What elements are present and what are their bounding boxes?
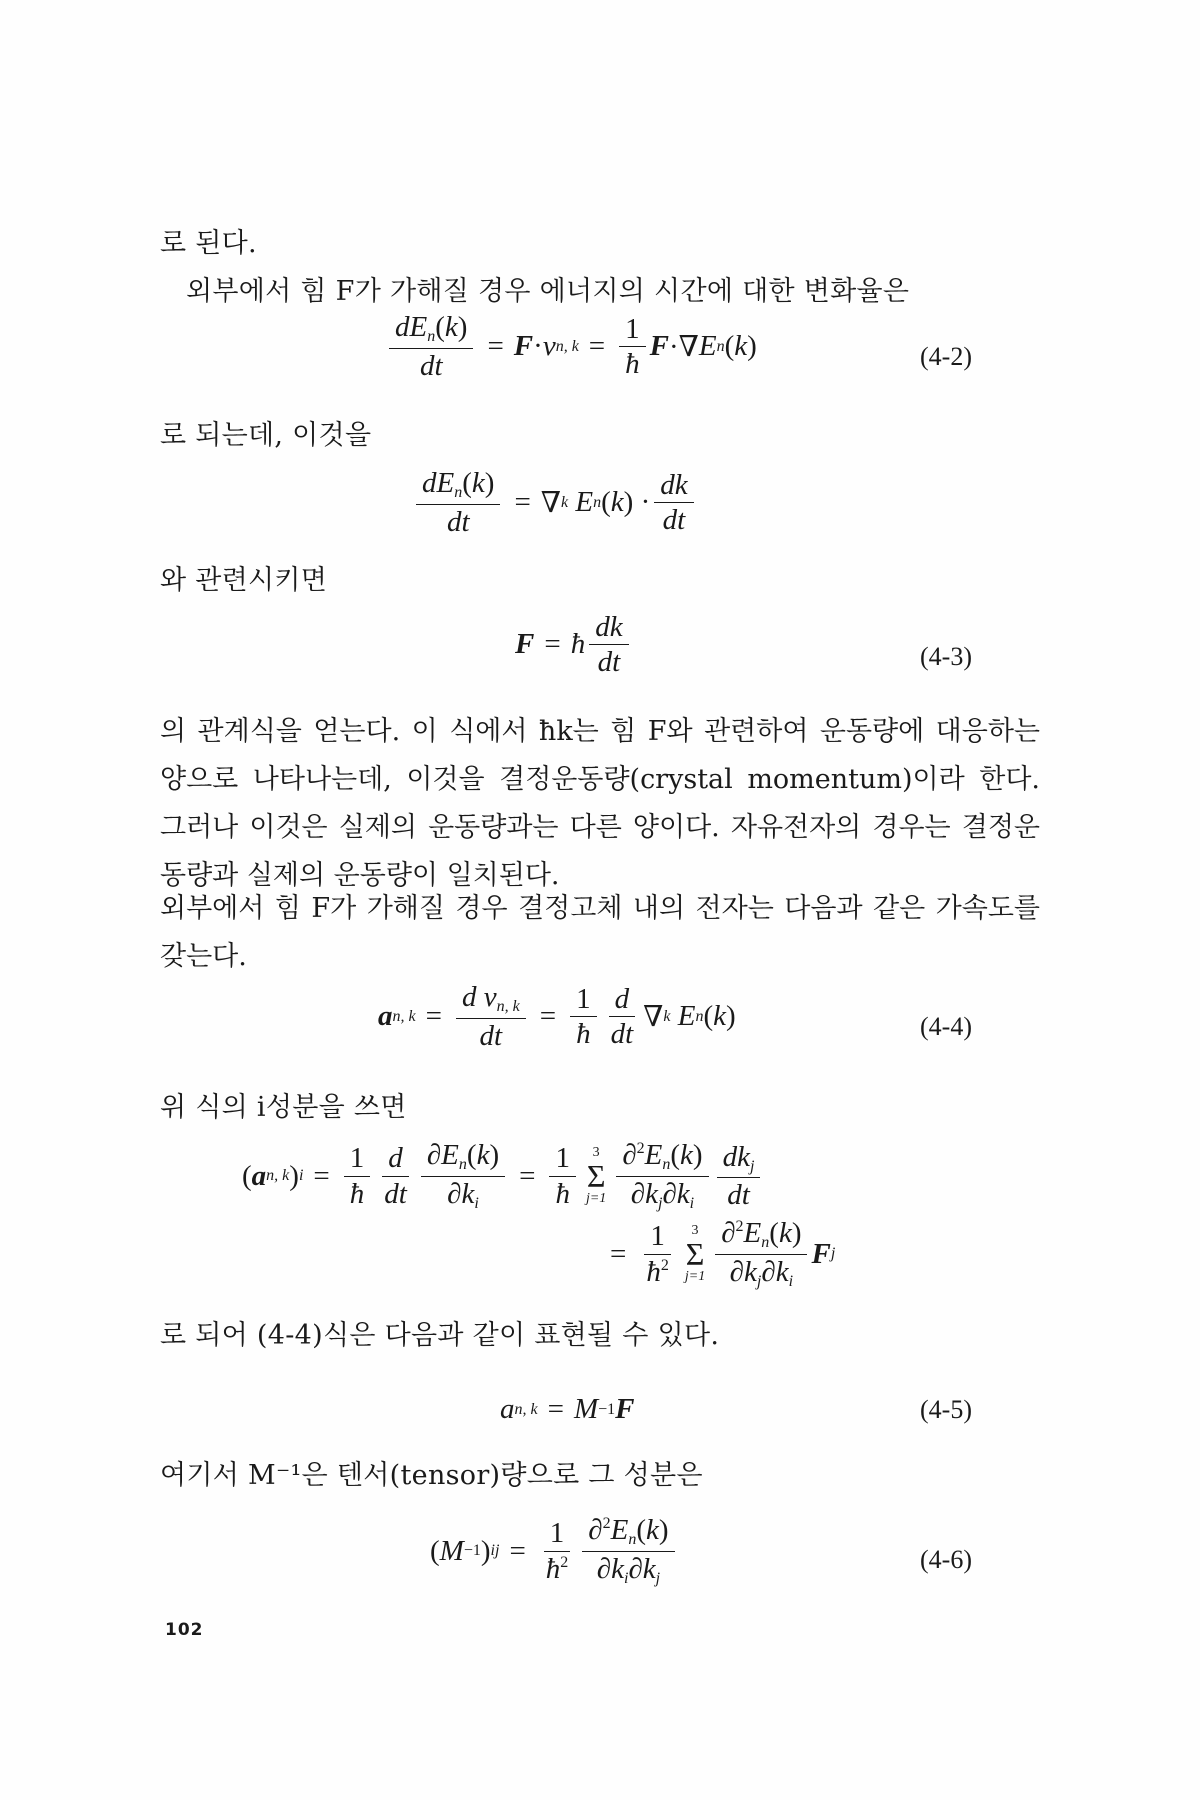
text-line-3: 로 되는데, 이것을 <box>160 420 372 451</box>
equation-4-6: ( M −1 ) ij = $\frac{1}{ħ^2}$ $\frac{\partial^2E_n(k)}{\partial k_i\partial k_j}$ <box>430 1515 679 1588</box>
text-line-5: 위 식의 i성분을 쓰면 <box>160 1092 407 1123</box>
equation-4-3: F = ħ $\frac{dk}{dt}$ <box>515 612 633 678</box>
text-line-7: 여기서 M⁻¹은 텐서(tensor)량으로 그 성분은 <box>160 1460 703 1491</box>
text-line-6: 로 되어 (4-4)식은 다음과 같이 표현될 수 있다. <box>160 1320 720 1351</box>
paragraph-acceleration: 외부에서 힘 F가 가해질 경우 결정고체 내의 전자는 다음과 같은 가속도를 갖는다. <box>160 893 1040 972</box>
paragraph-crystal-momentum: 의 관계식을 얻는다. 이 식에서 ħk는 힘 F와 관련하여 운동량에 대응하는 양으로 나타나는데, 이것을 결정운동량(crystal momentum)이라 한다. 그러나 이것은 실제의 운동량과는 다른 양이다. 자유전자의 경우는 결정운동량과 실제의 운동량이 일치된다. <box>160 716 1040 891</box>
equation-number-4-6: (4-6) <box>920 1545 972 1574</box>
text-line-1: 로 된다. <box>160 228 257 259</box>
equation-4-2: $\frac{dE_n(k)}{dt}$ = F · v n, k = $\frac{1}{ħ}$ F ·∇ E n ( k ) <box>385 312 757 381</box>
text-line-4: 와 관련시키면 <box>160 565 328 596</box>
equation-4-4: a n, k = $\frac{d v_{n, k}}{dt}$ = $\frac{1}{ħ}$ $\frac{d}{dt}$ ∇ k E n ( k ) <box>378 981 736 1052</box>
equation-number-4-2: (4-2) <box>920 342 972 371</box>
equation-4-5: a n, k = M −1 F <box>500 1393 635 1425</box>
equation-component-line-1: ( a n, k ) i = $\frac{1}{ħ}$ $\frac{d}{dt}$ $\frac{\partial E_n(k)}{\partial k_i}$ = $\frac{1}{ħ}$ 3 Σ j=1 $\frac{\partial^2E_n(k)}{\partial k_j\partial k_i}$ $\frac{dk_j}{dt}$ <box>242 1140 764 1213</box>
equation-number-4-5: (4-5) <box>920 1395 972 1424</box>
equation-component-line-2: = $\frac{1}{ħ^2}$ 3 Σ j=1 $\frac{\partial^2E_n(k)}{\partial k_j\partial k_i}$ F j <box>610 1217 836 1290</box>
equation-energy-gradient: $\frac{dE_n(k)}{dt}$ = ∇ k E n ( k ) · $\frac{dk}{dt}$ <box>412 468 698 537</box>
text-line-2: 외부에서 힘 F가 가해질 경우 에너지의 시간에 대한 변화율은 <box>186 276 910 307</box>
equation-number-4-4: (4-4) <box>920 1012 972 1041</box>
equation-number-4-3: (4-3) <box>920 642 972 671</box>
page-number: 102 <box>165 1620 204 1640</box>
